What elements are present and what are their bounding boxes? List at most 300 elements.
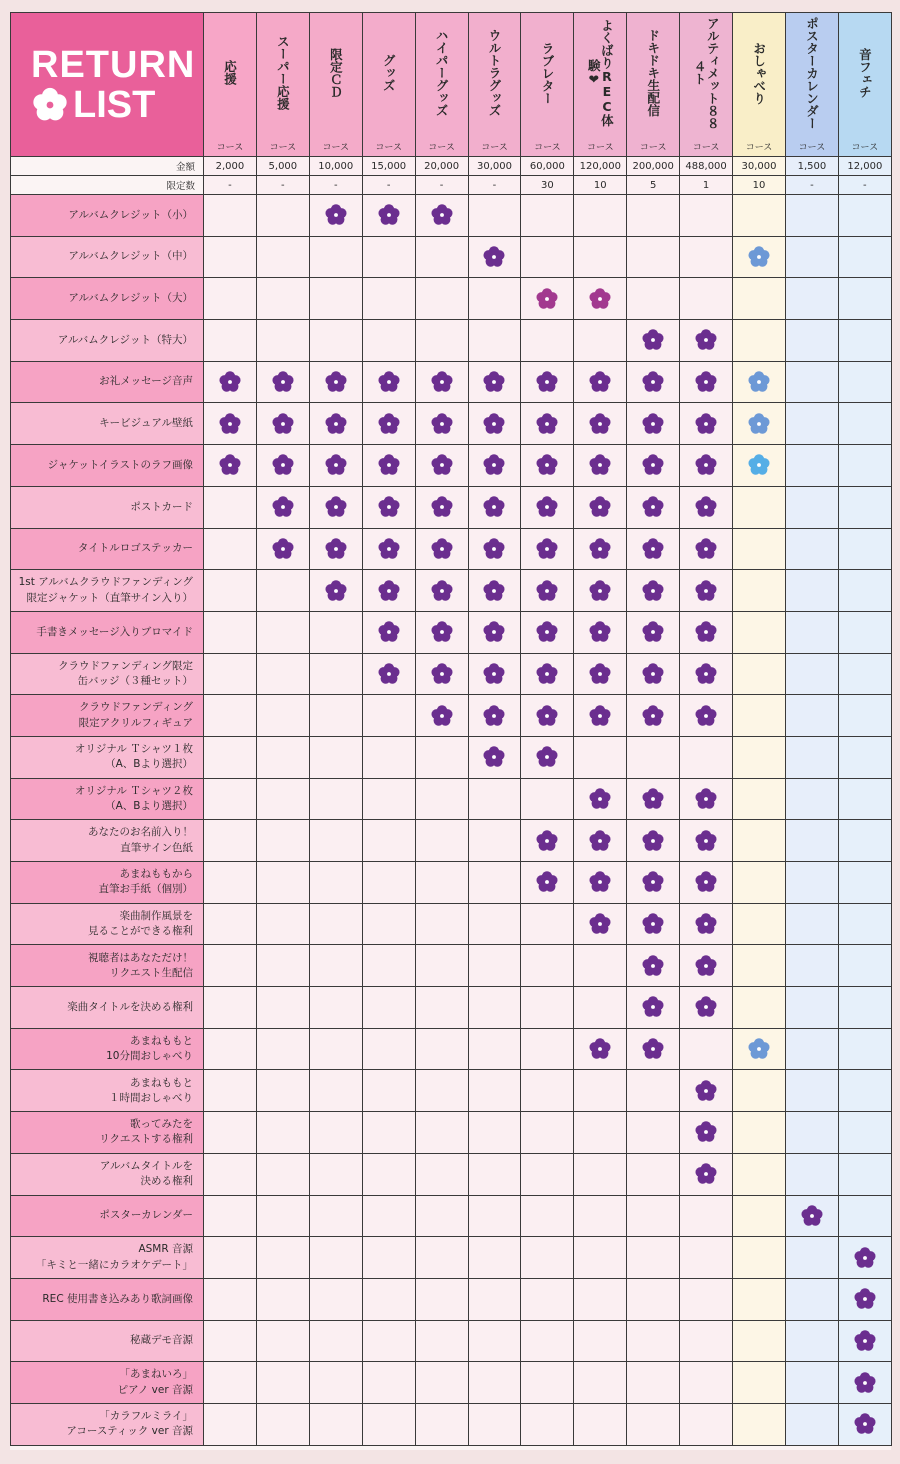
flower-mark-icon xyxy=(641,1037,665,1061)
reward-cell xyxy=(627,820,680,862)
reward-label: ジャケットイラストのラフ画像 xyxy=(11,445,204,487)
reward-cell xyxy=(204,278,257,320)
reward-cell xyxy=(309,1278,362,1320)
reward-cell xyxy=(204,945,257,987)
reward-label: 視聴者はあなただけ！ リクエスト生配信 xyxy=(11,945,204,987)
table-row xyxy=(11,528,892,570)
reward-cell xyxy=(204,486,257,528)
flower-mark-icon xyxy=(747,412,771,436)
reward-cell xyxy=(733,403,786,445)
reward-cell xyxy=(733,1112,786,1154)
table-row xyxy=(11,278,892,320)
reward-cell xyxy=(785,1237,838,1279)
reward-cell xyxy=(785,320,838,362)
reward-label: タイトルロゴステッカー xyxy=(11,528,204,570)
reward-cell xyxy=(256,320,309,362)
reward-cell xyxy=(680,1070,733,1112)
course-name: ラブレター xyxy=(539,41,555,104)
reward-cell xyxy=(680,1112,733,1154)
flower-mark-icon xyxy=(800,1204,824,1228)
flower-mark-icon xyxy=(853,1287,877,1311)
reward-cell xyxy=(521,403,574,445)
reward-cell xyxy=(362,528,415,570)
flower-mark-icon xyxy=(694,995,718,1019)
reward-cell xyxy=(785,361,838,403)
flower-mark-icon xyxy=(853,1371,877,1395)
course-name: グッズ xyxy=(381,54,397,92)
reward-cell xyxy=(362,778,415,820)
flower-mark-icon xyxy=(271,453,295,477)
course-header-2 xyxy=(309,13,362,137)
reward-label: 1st アルバムクラウドファンディング 限定ジャケット（直筆サイン入り） xyxy=(11,570,204,612)
return-list-sheet xyxy=(10,12,891,1450)
reward-cell xyxy=(785,945,838,987)
reward-cell xyxy=(204,1237,257,1279)
reward-cell xyxy=(574,1195,627,1237)
reward-cell xyxy=(256,403,309,445)
flower-mark-icon xyxy=(324,203,348,227)
reward-cell xyxy=(521,486,574,528)
reward-cell xyxy=(468,653,521,695)
reward-cell xyxy=(627,1362,680,1404)
reward-cell xyxy=(256,1112,309,1154)
table-row xyxy=(11,403,892,445)
reward-cell xyxy=(838,945,891,987)
course-name: ウルトラグッズ xyxy=(487,29,503,117)
reward-cell xyxy=(785,903,838,945)
flower-mark-icon xyxy=(641,370,665,394)
reward-cell xyxy=(785,611,838,653)
reward-cell xyxy=(627,528,680,570)
reward-cell xyxy=(415,570,468,612)
reward-cell xyxy=(309,236,362,278)
course-name: 応援 xyxy=(222,60,238,86)
reward-cell xyxy=(785,1195,838,1237)
flower-mark-icon xyxy=(641,328,665,352)
course-price: 5,000 xyxy=(256,157,309,176)
reward-cell xyxy=(521,1278,574,1320)
course-price: 60,000 xyxy=(521,157,574,176)
course-suffix: コース xyxy=(415,137,468,157)
reward-cell xyxy=(309,278,362,320)
limit-row xyxy=(11,176,892,195)
reward-cell xyxy=(838,903,891,945)
reward-cell xyxy=(204,320,257,362)
reward-cell xyxy=(838,1028,891,1070)
reward-cell xyxy=(256,945,309,987)
reward-cell xyxy=(256,695,309,737)
flower-mark-icon xyxy=(641,662,665,686)
course-name: スーパー応援 xyxy=(275,35,291,111)
course-header-8 xyxy=(627,13,680,137)
reward-cell xyxy=(733,611,786,653)
course-suffix: コース xyxy=(574,137,627,157)
reward-cell xyxy=(204,570,257,612)
table-row xyxy=(11,1237,892,1279)
reward-cell xyxy=(468,1153,521,1195)
reward-cell xyxy=(574,862,627,904)
reward-cell xyxy=(680,736,733,778)
flower-mark-icon xyxy=(482,495,506,519)
course-limit: - xyxy=(415,176,468,195)
reward-cell xyxy=(204,820,257,862)
table-row xyxy=(11,862,892,904)
flower-mark-icon xyxy=(271,537,295,561)
reward-cell xyxy=(733,945,786,987)
reward-cell xyxy=(627,195,680,237)
reward-label: あなたのお名前入り！ 直筆サイン色紙 xyxy=(11,820,204,862)
reward-cell xyxy=(309,611,362,653)
reward-cell xyxy=(785,695,838,737)
reward-label: アルバムタイトルを 決める権利 xyxy=(11,1153,204,1195)
reward-cell xyxy=(256,278,309,320)
reward-cell xyxy=(838,862,891,904)
reward-cell xyxy=(574,1403,627,1445)
reward-cell xyxy=(309,1070,362,1112)
flower-mark-icon xyxy=(482,537,506,561)
reward-cell xyxy=(468,1278,521,1320)
reward-cell xyxy=(204,611,257,653)
reward-cell xyxy=(204,736,257,778)
flower-mark-icon xyxy=(588,829,612,853)
reward-cell xyxy=(574,1237,627,1279)
flower-mark-icon xyxy=(377,495,401,519)
reward-cell xyxy=(415,403,468,445)
flower-mark-icon xyxy=(430,579,454,603)
flower-mark-icon xyxy=(694,412,718,436)
reward-cell xyxy=(574,236,627,278)
reward-cell xyxy=(309,486,362,528)
reward-cell xyxy=(362,1153,415,1195)
course-header-4 xyxy=(415,13,468,137)
reward-cell xyxy=(785,1112,838,1154)
flower-mark-icon xyxy=(588,620,612,644)
flower-mark-icon xyxy=(324,495,348,519)
flower-mark-icon xyxy=(430,704,454,728)
course-price: 20,000 xyxy=(415,157,468,176)
reward-cell xyxy=(362,361,415,403)
reward-cell xyxy=(733,1195,786,1237)
reward-cell xyxy=(204,778,257,820)
course-limit: 30 xyxy=(521,176,574,195)
reward-cell xyxy=(680,1320,733,1362)
reward-cell xyxy=(256,736,309,778)
course-name: ハイパーグッズ xyxy=(434,29,450,117)
course-suffix: コース xyxy=(785,137,838,157)
reward-cell xyxy=(838,820,891,862)
reward-cell xyxy=(838,1362,891,1404)
course-suffix: コース xyxy=(204,137,257,157)
reward-cell xyxy=(680,403,733,445)
reward-cell xyxy=(680,1362,733,1404)
reward-cell xyxy=(256,236,309,278)
reward-cell xyxy=(838,361,891,403)
flower-mark-icon xyxy=(377,370,401,394)
course-suffix: コース xyxy=(733,137,786,157)
reward-cell xyxy=(415,778,468,820)
reward-cell xyxy=(256,1153,309,1195)
reward-cell xyxy=(574,820,627,862)
reward-cell xyxy=(415,486,468,528)
reward-cell xyxy=(838,1237,891,1279)
reward-cell xyxy=(785,862,838,904)
reward-cell xyxy=(415,820,468,862)
reward-cell xyxy=(362,278,415,320)
reward-cell xyxy=(204,1153,257,1195)
reward-cell xyxy=(521,236,574,278)
reward-cell xyxy=(415,195,468,237)
reward-cell xyxy=(838,195,891,237)
reward-label: クラウドファンディング限定 缶バッジ（３種セット） xyxy=(11,653,204,695)
course-limit: 10 xyxy=(574,176,627,195)
reward-cell xyxy=(362,903,415,945)
reward-cell xyxy=(733,1237,786,1279)
course-price: 10,000 xyxy=(309,157,362,176)
table-row xyxy=(11,486,892,528)
reward-cell xyxy=(733,1403,786,1445)
reward-cell xyxy=(415,278,468,320)
reward-cell xyxy=(362,736,415,778)
table-row xyxy=(11,1195,892,1237)
reward-cell xyxy=(838,320,891,362)
reward-cell xyxy=(309,320,362,362)
flower-mark-icon xyxy=(377,537,401,561)
reward-cell xyxy=(627,278,680,320)
reward-cell xyxy=(574,987,627,1029)
reward-cell xyxy=(838,1112,891,1154)
reward-cell xyxy=(256,778,309,820)
reward-cell xyxy=(574,445,627,487)
reward-cell xyxy=(362,1028,415,1070)
flower-mark-icon xyxy=(641,495,665,519)
flower-mark-icon xyxy=(377,453,401,477)
flower-mark-icon xyxy=(641,954,665,978)
reward-cell xyxy=(733,778,786,820)
reward-cell xyxy=(415,903,468,945)
reward-cell xyxy=(627,320,680,362)
reward-cell xyxy=(785,445,838,487)
reward-cell xyxy=(838,736,891,778)
reward-cell xyxy=(309,903,362,945)
reward-label: クラウドファンディング 限定アクリルフィギュア xyxy=(11,695,204,737)
flower-mark-icon xyxy=(694,370,718,394)
reward-cell xyxy=(733,820,786,862)
flower-mark-icon xyxy=(747,453,771,477)
reward-cell xyxy=(838,236,891,278)
reward-label: 秘蔵デモ音源 xyxy=(11,1320,204,1362)
reward-label: 楽曲タイトルを決める権利 xyxy=(11,987,204,1029)
course-price: 120,000 xyxy=(574,157,627,176)
reward-cell xyxy=(627,486,680,528)
reward-cell xyxy=(733,987,786,1029)
reward-cell xyxy=(785,820,838,862)
reward-cell xyxy=(680,1237,733,1279)
reward-cell xyxy=(415,1028,468,1070)
course-header-5 xyxy=(468,13,521,137)
reward-cell xyxy=(521,736,574,778)
reward-cell xyxy=(574,903,627,945)
reward-cell xyxy=(785,778,838,820)
flower-mark-icon xyxy=(694,1079,718,1103)
reward-cell xyxy=(521,1195,574,1237)
reward-cell xyxy=(521,903,574,945)
reward-cell xyxy=(362,403,415,445)
flower-mark-icon xyxy=(271,370,295,394)
reward-cell xyxy=(785,528,838,570)
course-limit: - xyxy=(309,176,362,195)
reward-label: ASMR 音源 「キミと一緒にカラオケデート」 xyxy=(11,1237,204,1279)
reward-cell xyxy=(680,320,733,362)
reward-cell xyxy=(415,653,468,695)
table-row xyxy=(11,361,892,403)
reward-cell xyxy=(309,1112,362,1154)
reward-cell xyxy=(468,528,521,570)
reward-cell xyxy=(627,445,680,487)
reward-label: アルバムクレジット（中） xyxy=(11,236,204,278)
table-row xyxy=(11,987,892,1029)
reward-cell xyxy=(362,1112,415,1154)
course-name: 限定ＣＤ xyxy=(328,47,344,98)
reward-cell xyxy=(838,987,891,1029)
reward-cell xyxy=(309,1195,362,1237)
reward-cell xyxy=(362,195,415,237)
reward-cell xyxy=(362,486,415,528)
flower-mark-icon xyxy=(430,453,454,477)
flower-mark-icon xyxy=(377,203,401,227)
table-row xyxy=(11,445,892,487)
course-price: 30,000 xyxy=(468,157,521,176)
reward-cell xyxy=(521,695,574,737)
course-name: おしゃべり xyxy=(751,41,767,104)
reward-cell xyxy=(627,945,680,987)
title-line1: RETURN xyxy=(31,43,196,86)
reward-cell xyxy=(468,736,521,778)
reward-cell xyxy=(838,486,891,528)
flower-mark-icon xyxy=(535,287,559,311)
table-row xyxy=(11,1153,892,1195)
course-name: よくばりREC体験❤ xyxy=(586,19,615,127)
reward-cell xyxy=(362,1195,415,1237)
reward-cell xyxy=(415,987,468,1029)
reward-label: 楽曲制作風景を 見ることができる権利 xyxy=(11,903,204,945)
course-header-3 xyxy=(362,13,415,137)
reward-cell xyxy=(204,1362,257,1404)
limit-label: 限定数 xyxy=(11,176,204,195)
table-row xyxy=(11,778,892,820)
reward-cell xyxy=(468,903,521,945)
flower-mark-icon xyxy=(641,579,665,603)
reward-cell xyxy=(574,528,627,570)
reward-cell xyxy=(256,486,309,528)
reward-label: オリジナル Ｔシャツ１枚 （A、Bより選択） xyxy=(11,736,204,778)
flower-mark-icon xyxy=(588,370,612,394)
flower-mark-icon xyxy=(218,453,242,477)
reward-cell xyxy=(733,486,786,528)
reward-cell xyxy=(785,1153,838,1195)
flower-mark-icon xyxy=(694,870,718,894)
course-limit: 1 xyxy=(680,176,733,195)
reward-cell xyxy=(733,736,786,778)
course-suffix: コース xyxy=(627,137,680,157)
reward-cell xyxy=(785,403,838,445)
reward-cell xyxy=(309,987,362,1029)
reward-cell xyxy=(309,653,362,695)
reward-cell xyxy=(362,987,415,1029)
reward-cell xyxy=(680,903,733,945)
reward-cell xyxy=(521,361,574,403)
reward-cell xyxy=(838,403,891,445)
reward-cell xyxy=(521,528,574,570)
reward-cell xyxy=(521,445,574,487)
reward-label: アルバムクレジット（小） xyxy=(11,195,204,237)
reward-cell xyxy=(574,486,627,528)
reward-cell xyxy=(468,1070,521,1112)
course-suffix: コース xyxy=(521,137,574,157)
reward-cell xyxy=(468,1112,521,1154)
reward-cell xyxy=(415,1195,468,1237)
reward-cell xyxy=(521,778,574,820)
reward-cell xyxy=(627,653,680,695)
reward-cell xyxy=(574,1362,627,1404)
course-price: 1,500 xyxy=(785,157,838,176)
table-row xyxy=(11,320,892,362)
reward-cell xyxy=(574,736,627,778)
reward-cell xyxy=(574,1112,627,1154)
reward-cell xyxy=(733,1070,786,1112)
flower-mark-icon xyxy=(588,1037,612,1061)
reward-cell xyxy=(204,1070,257,1112)
reward-cell xyxy=(574,1278,627,1320)
course-price: 200,000 xyxy=(627,157,680,176)
reward-cell xyxy=(521,1403,574,1445)
reward-cell xyxy=(521,570,574,612)
reward-cell xyxy=(468,987,521,1029)
reward-cell xyxy=(362,320,415,362)
flower-mark-icon xyxy=(641,829,665,853)
reward-cell xyxy=(415,736,468,778)
course-header-0 xyxy=(204,13,257,137)
flower-mark-icon xyxy=(430,412,454,436)
flower-mark-icon xyxy=(588,912,612,936)
reward-cell xyxy=(309,820,362,862)
reward-cell xyxy=(468,1320,521,1362)
reward-cell xyxy=(627,1112,680,1154)
reward-cell xyxy=(415,361,468,403)
reward-cell xyxy=(415,862,468,904)
course-suffix: コース xyxy=(256,137,309,157)
flower-mark-icon xyxy=(377,579,401,603)
reward-cell xyxy=(521,820,574,862)
flower-mark-icon xyxy=(377,620,401,644)
flower-mark-icon xyxy=(482,745,506,769)
reward-cell xyxy=(468,1362,521,1404)
reward-cell xyxy=(309,445,362,487)
flower-mark-icon xyxy=(694,1162,718,1186)
reward-cell xyxy=(256,903,309,945)
reward-cell xyxy=(627,1278,680,1320)
reward-cell xyxy=(521,1320,574,1362)
reward-label: 「あまねいろ」 ピアノ ver 音源 xyxy=(11,1362,204,1404)
reward-cell xyxy=(521,987,574,1029)
flower-mark-icon xyxy=(482,245,506,269)
flower-mark-icon xyxy=(588,537,612,561)
price-row xyxy=(11,157,892,176)
reward-cell xyxy=(627,1153,680,1195)
reward-cell xyxy=(362,1278,415,1320)
reward-cell xyxy=(468,570,521,612)
course-limit: - xyxy=(468,176,521,195)
reward-cell xyxy=(256,611,309,653)
